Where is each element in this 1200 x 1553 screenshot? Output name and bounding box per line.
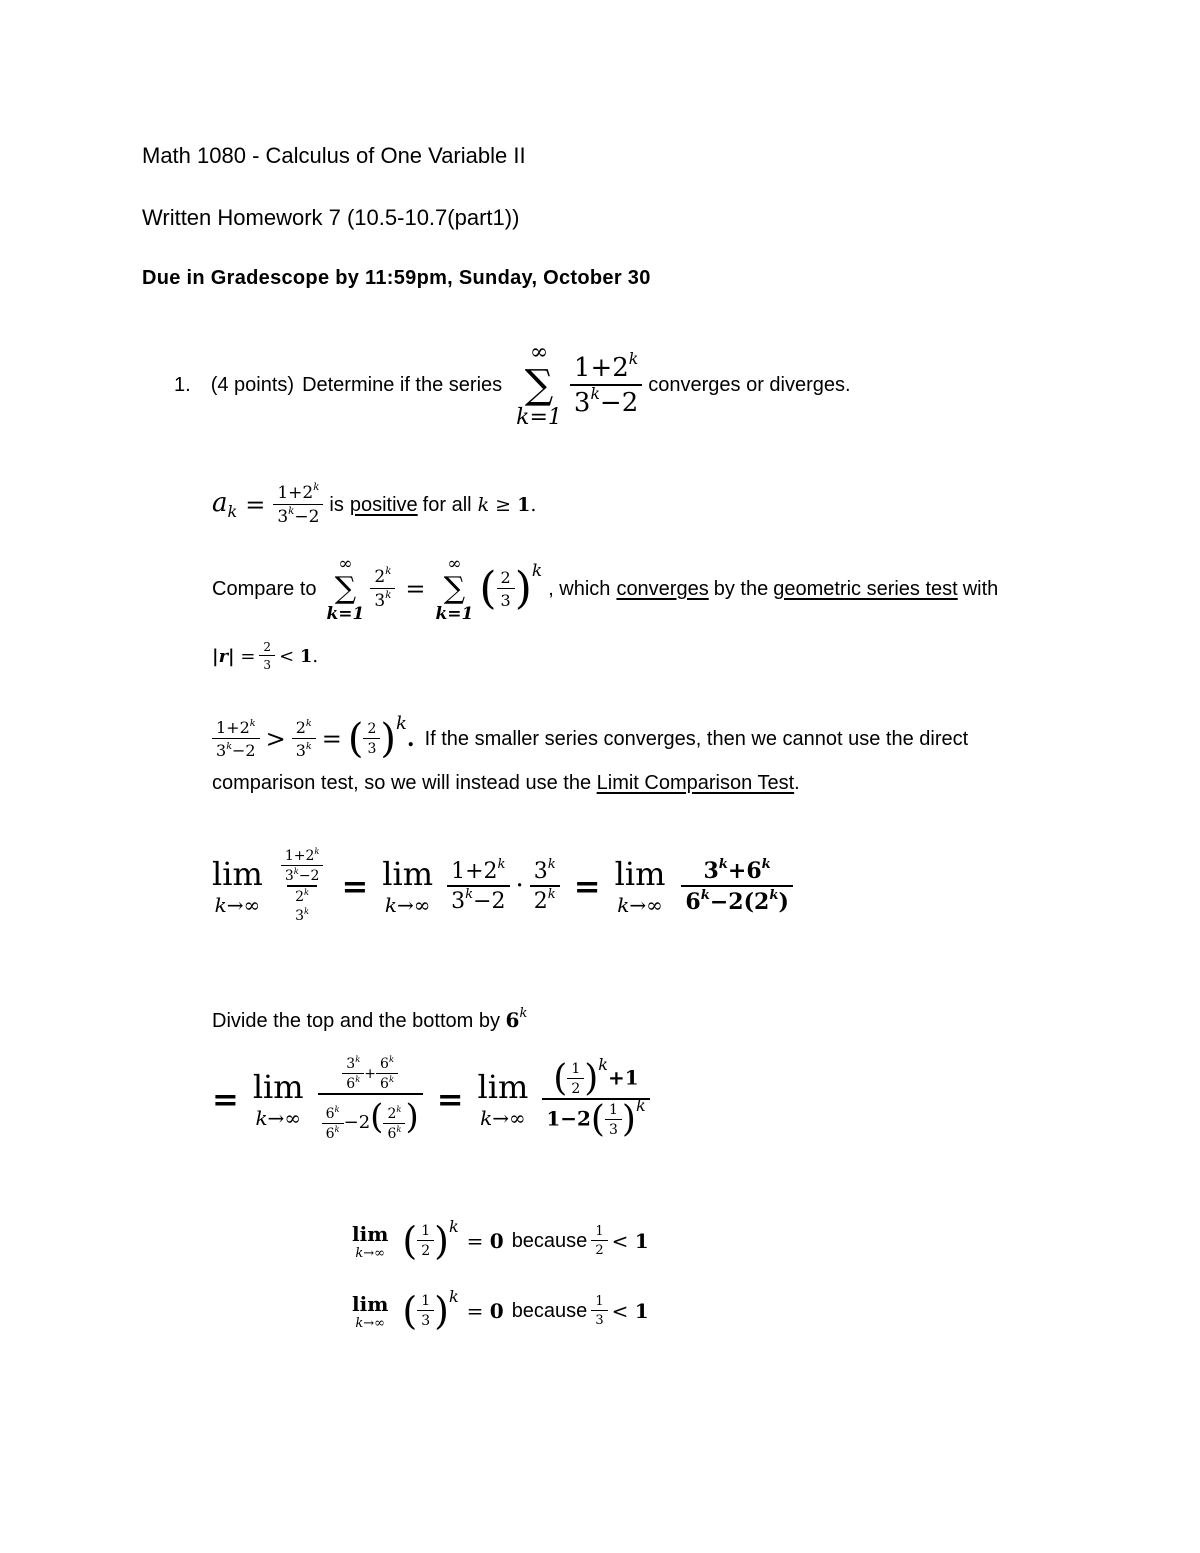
because-text-1: because: [511, 1229, 588, 1252]
series-sum: ∞ ∑ k=1: [516, 340, 562, 430]
final-limit-2: lim k→∞ ( $\frac{1}{3}$ ) k = 0 because $\frac{1}{3}$ < 1: [352, 1286, 649, 1333]
compare-line: Compare to ∞ ∑ k=1 $\frac{2^k}{3^k}$ = ∞ ∑ k=1 ( $\frac{2}{3}$ ) k , which converges by the geometric series test with: [212, 554, 999, 624]
final-limit-1: lim k→∞ ( $\frac{1}{2}$ ) k = 0 because $\frac{1}{2}$ < 1: [352, 1216, 649, 1263]
limit-line-2: = lim k→∞ $\frac{3^k}{6^k}$ + $\frac{6^k}{6^k}$ $\frac{6^k}{6^k}$ −2( $\frac{2^k}{6^k}$ ) = lim k→∞ ( $\frac{1}{2}$ ) k +1 1−2 ( $\frac{1}{3}$ ) k: [212, 1036, 650, 1162]
geometric-underlined: geometric series test: [773, 577, 958, 600]
divide-line: Divide the top and the bottom by 6$^k$: [212, 1006, 528, 1032]
problem-points: (4 points): [210, 373, 295, 396]
ratio-line: |r| = $\frac{2}{3}$ < 1.: [212, 640, 319, 672]
text-with: with: [962, 577, 999, 600]
comparison-text: comparison test, so we will instead use the: [212, 772, 592, 794]
text-for-all: for all: [422, 493, 472, 516]
problem-prompt-end: converges or diverges.: [648, 373, 851, 396]
text-compare-to: Compare to: [212, 577, 317, 600]
divide-text: Divide the top and the bottom by: [212, 1010, 500, 1032]
text-by-the: by the: [713, 577, 769, 600]
homework-title: Written Homework 7 (10.5-10.7(part1)): [142, 205, 520, 230]
limit-line-1: lim k→∞ $\frac{1+2^k}{3^k-2}$ 2$^k$ 3$^k$ = lim k→∞ $\frac{1+2^k}{3^k-2}$ · $\frac{3^k}{2^k}$ = lim k→∞ $\frac{3^k+6^k}{6^k-2(2^k)}$: [212, 826, 793, 946]
text-which: , which: [548, 577, 611, 600]
compare-sum: ∞ ∑ k=1: [326, 554, 365, 624]
because-text-2: because: [511, 1299, 588, 1322]
inequality-line: $\frac{1+2^k}{3^k-2}$ > $\frac{2^k}{3^k}$ = ( $\frac{2}{3}$ ) k . If the smaller series converges, then we cannot use the direct: [212, 706, 968, 772]
ak-positive-line: $a_k$ = $\frac{1+2^k}{3^k-2}$ is positive for all k ≥ 1.: [212, 482, 537, 527]
course-title: Math 1080 - Calculus of One Variable II: [142, 143, 526, 168]
problem-number: 1.: [174, 373, 191, 396]
ak-fraction: $\frac{1+2^k}{3^k-2}$: [273, 483, 323, 527]
due-date: Due in Gradescope by 11:59pm, Sunday, October 30: [142, 267, 651, 289]
converges-underlined: converges: [616, 577, 709, 600]
smaller-series-text: If the smaller series converges, then we cannot use the direct: [424, 727, 969, 750]
lct-underlined: Limit Comparison Test: [596, 772, 795, 794]
series-term: $\frac{1+2^k}{3^k-2}$: [570, 353, 642, 418]
comparison-text-line: comparison test, so we will instead use the Limit Comparison Test.: [212, 772, 800, 794]
text-is: is: [329, 493, 344, 516]
positive-underlined: positive: [349, 493, 418, 516]
problem-1: [174, 330, 851, 440]
problem-prompt: Determine if the series: [302, 373, 503, 396]
